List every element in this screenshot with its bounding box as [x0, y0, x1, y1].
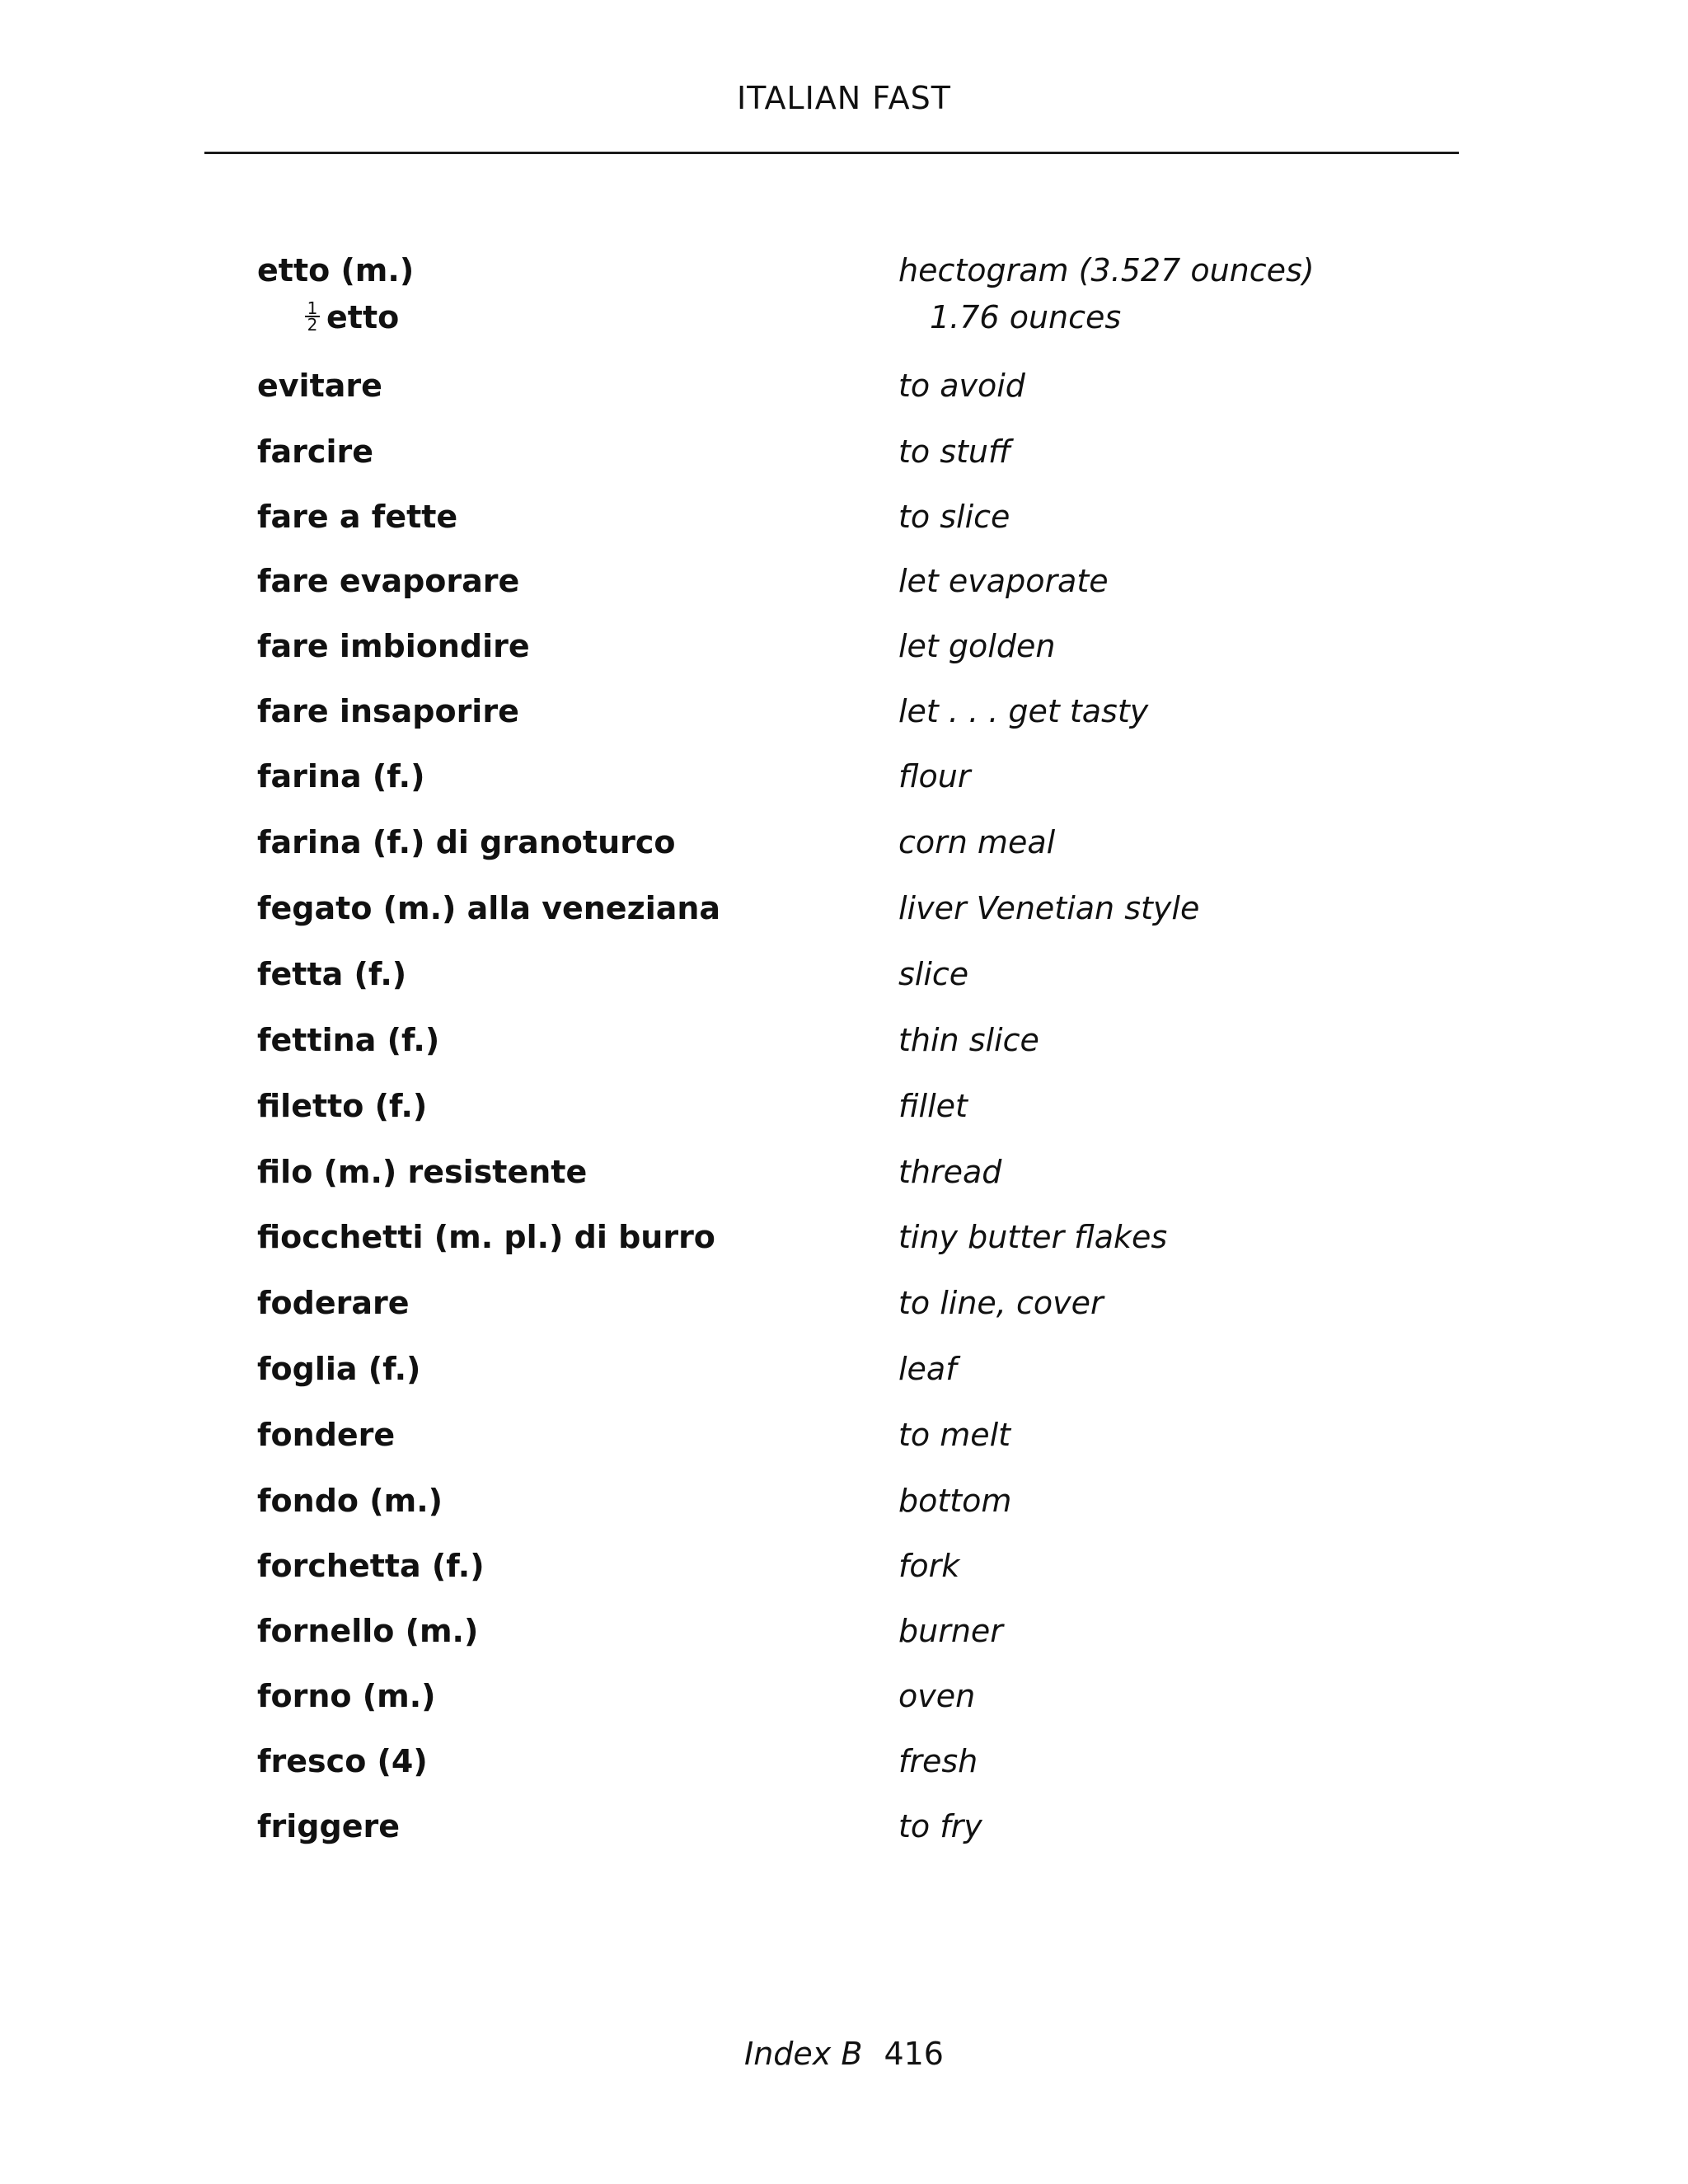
fraction-denominator: 2	[307, 315, 318, 335]
italian-term: fare insaporire	[257, 693, 519, 729]
italian-term: fetta (f.)	[257, 956, 407, 992]
italian-term: forno (m.)	[257, 1678, 436, 1714]
italian-term: filo (m.) resistente	[257, 1154, 588, 1190]
english-gloss: hectogram (3.527 ounces)	[898, 252, 1315, 288]
italian-term: fiocchetti (m. pl.) di burro	[257, 1219, 715, 1255]
english-gloss: to slice	[898, 499, 1010, 535]
english-gloss: leaf	[898, 1351, 957, 1387]
english-gloss: slice	[898, 956, 969, 992]
glossary-entry	[0, 1743, 1688, 1793]
glossary-entry	[0, 890, 1688, 940]
italian-term: etto (m.)	[257, 252, 415, 288]
glossary-entry	[0, 824, 1688, 874]
italian-term: fare a fette	[257, 499, 458, 535]
glossary-entry	[0, 1154, 1688, 1203]
glossary-entry	[0, 1351, 1688, 1400]
glossary-entry	[0, 1022, 1688, 1071]
glossary-entry	[0, 1678, 1688, 1727]
italian-term: foderare	[257, 1285, 410, 1321]
english-gloss: oven	[898, 1678, 976, 1714]
fraction-numerator: 1	[307, 298, 318, 318]
italian-term: farcire	[257, 434, 373, 470]
glossary-entry	[0, 758, 1688, 808]
page-number: 416	[884, 2036, 944, 2072]
english-gloss: to stuff	[898, 434, 1011, 470]
glossary-entry	[0, 1613, 1688, 1662]
italian-term: forchetta (f.)	[257, 1548, 485, 1584]
english-gloss: thin slice	[898, 1022, 1039, 1058]
italian-term	[303, 299, 399, 337]
glossary-entry	[0, 1088, 1688, 1137]
glossary-entry	[0, 368, 1688, 417]
glossary-entry	[0, 1417, 1688, 1466]
glossary-entry	[0, 1548, 1688, 1597]
index-label: Index B	[744, 2036, 863, 2072]
italian-term: friggere	[257, 1808, 400, 1844]
english-gloss: corn meal	[898, 824, 1056, 860]
italian-term: fare imbiondire	[257, 628, 530, 664]
italian-term: fresco (4)	[257, 1743, 428, 1779]
english-gloss: fillet	[898, 1088, 968, 1124]
italian-term: fare evaporare	[257, 563, 520, 599]
glossary-entry	[0, 299, 1688, 349]
italian-term: evitare	[257, 368, 382, 404]
italian-term: fornello (m.)	[257, 1613, 479, 1649]
italian-term: fondo (m.)	[257, 1483, 443, 1519]
english-gloss: 1.76 ounces	[930, 299, 1122, 335]
english-gloss: thread	[898, 1154, 1002, 1190]
glossary-entry	[0, 499, 1688, 548]
glossary-entry	[0, 693, 1688, 743]
glossary-entry	[0, 628, 1688, 677]
glossary-entry	[0, 1285, 1688, 1334]
english-gloss: burner	[898, 1613, 1003, 1649]
italian-term: fondere	[257, 1417, 396, 1453]
english-gloss: let golden	[898, 628, 1056, 664]
english-gloss: to fry	[898, 1808, 982, 1844]
english-gloss: flour	[898, 758, 971, 794]
english-gloss: to avoid	[898, 368, 1025, 404]
glossary-entry	[0, 1808, 1688, 1858]
english-gloss: fresh	[898, 1743, 978, 1779]
glossary-entry	[0, 434, 1688, 483]
english-gloss: to melt	[898, 1417, 1011, 1453]
running-header: ITALIAN FAST	[736, 80, 952, 116]
glossary-entry	[0, 1219, 1688, 1268]
english-gloss: tiny butter flakes	[898, 1219, 1168, 1255]
glossary-entry	[0, 563, 1688, 612]
english-gloss: fork	[898, 1548, 960, 1584]
italian-term: fegato (m.) alla veneziana	[257, 890, 721, 926]
glossary-entry	[0, 252, 1688, 302]
italian-term-text: etto	[326, 299, 400, 335]
italian-term: fettina (f.)	[257, 1022, 440, 1058]
half-fraction	[303, 300, 321, 333]
glossary-entry	[0, 1483, 1688, 1532]
english-gloss: liver Venetian style	[898, 890, 1200, 926]
english-gloss: to line, cover	[898, 1285, 1104, 1321]
italian-term: farina (f.)	[257, 758, 425, 794]
italian-term: filetto (f.)	[257, 1088, 428, 1124]
glossary-entry	[0, 956, 1688, 1005]
english-gloss: let evaporate	[898, 563, 1109, 599]
english-gloss: let . . . get tasty	[898, 693, 1149, 729]
italian-term: foglia (f.)	[257, 1351, 421, 1387]
english-gloss: bottom	[898, 1483, 1012, 1519]
italian-term: farina (f.) di granoturco	[257, 824, 676, 860]
page-footer	[0, 2036, 1688, 2074]
